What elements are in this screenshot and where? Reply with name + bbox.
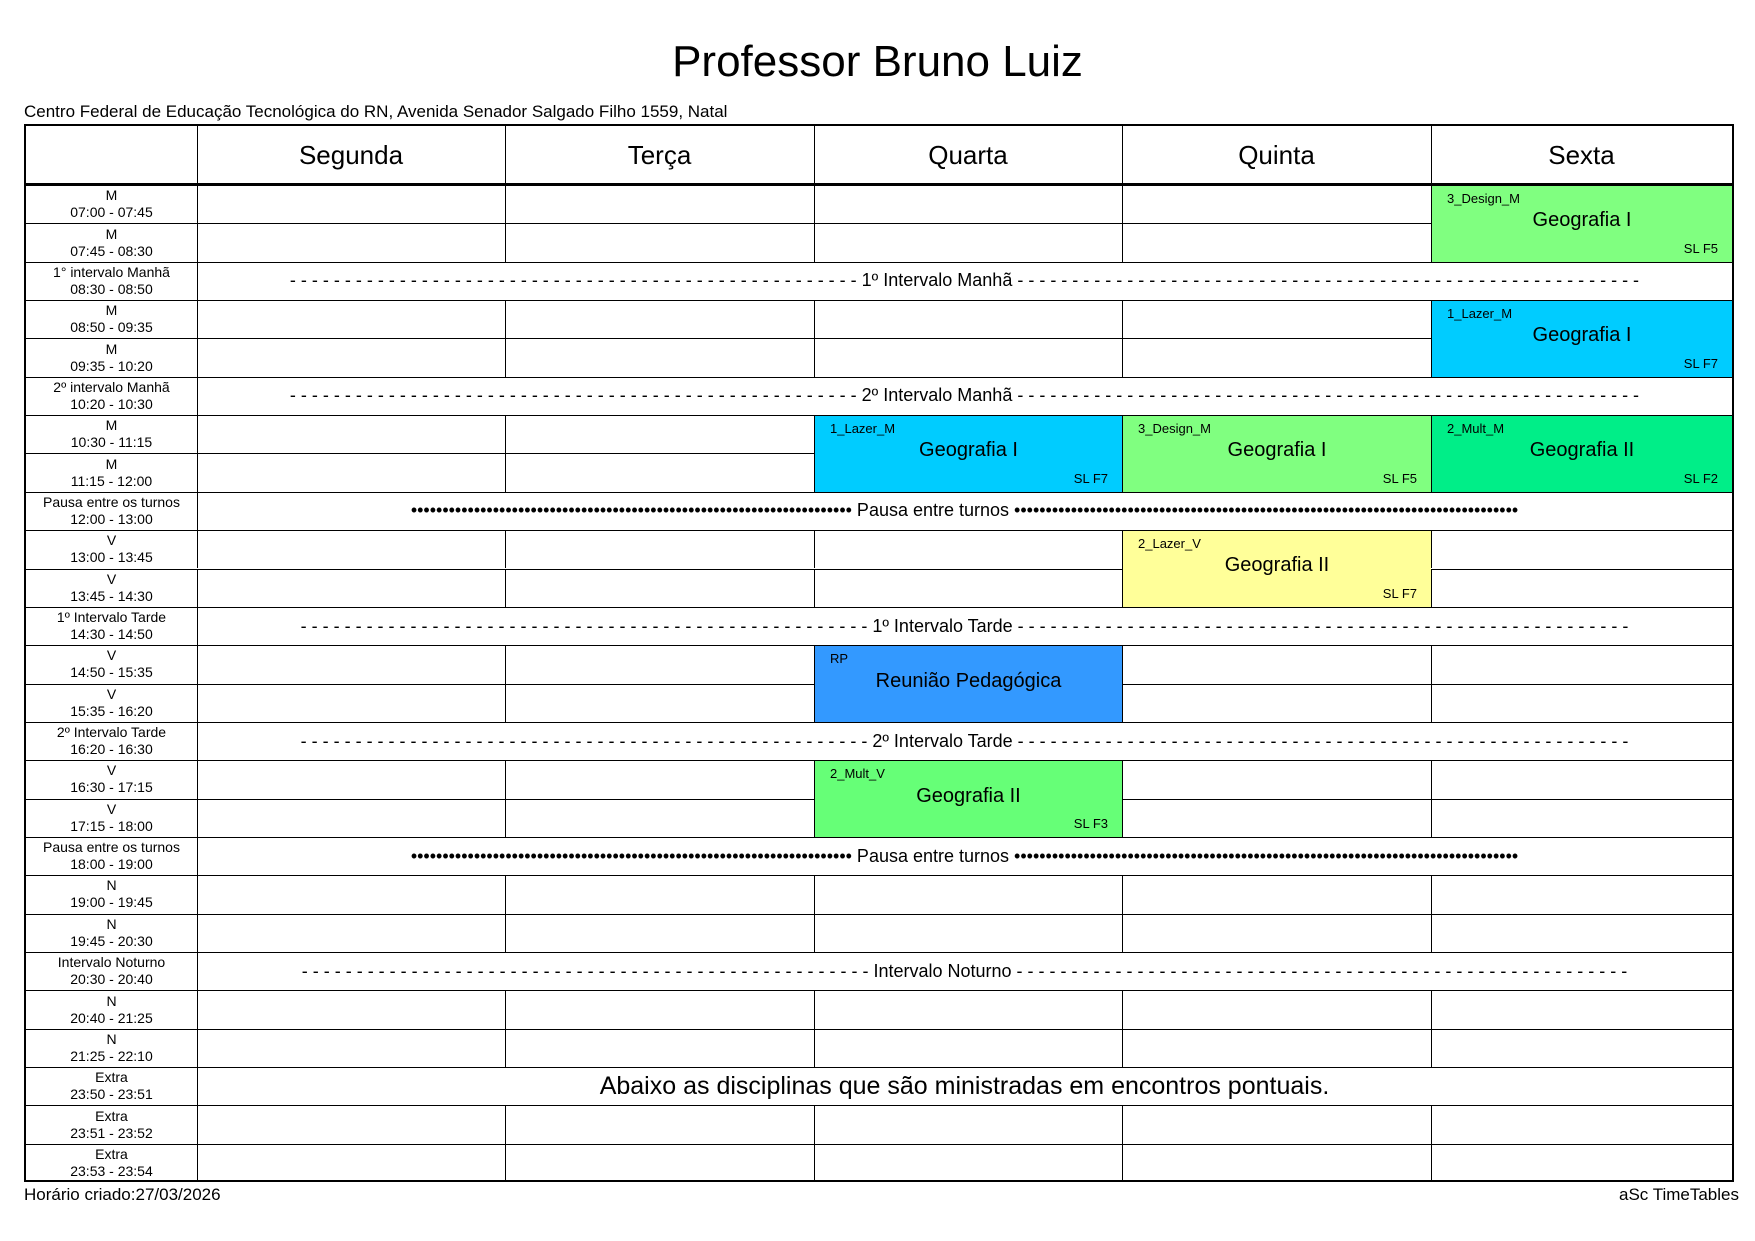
grid-line	[197, 453, 198, 491]
period-time: 17:15 - 18:00	[70, 817, 153, 834]
grid-line	[26, 1105, 1732, 1106]
grid-line	[1122, 338, 1123, 376]
grid-line	[26, 492, 1732, 493]
grid-line	[1122, 1144, 1123, 1182]
grid-line	[505, 914, 506, 952]
period-time: 16:20 - 16:30	[70, 741, 153, 758]
grid-line	[505, 875, 506, 913]
time-label	[26, 722, 197, 760]
grid-line	[197, 645, 198, 683]
time-label	[26, 185, 197, 223]
grid-line	[505, 530, 506, 568]
grid-line	[197, 1105, 198, 1143]
period-label: 1º Intervalo Tarde	[56, 609, 167, 626]
grid-line	[26, 990, 1732, 991]
grid-line	[814, 569, 815, 607]
period-time: 21:25 - 22:10	[70, 1047, 153, 1064]
time-label	[26, 914, 197, 952]
lesson-group: 1_Lazer_M	[830, 421, 896, 437]
lesson-subject: Geografia I	[1532, 324, 1632, 347]
period-time: 14:50 - 15:35	[70, 664, 153, 681]
time-label	[26, 952, 197, 990]
lesson-group: 3_Design_M	[1447, 191, 1520, 206]
time-label	[26, 799, 197, 837]
grid-line	[1431, 415, 1432, 492]
grid-line	[814, 990, 815, 1028]
period-time: 19:00 - 19:45	[70, 894, 153, 911]
grid-line	[1122, 300, 1123, 338]
grid-line	[197, 952, 198, 990]
school-address: Centro Federal de Educação Tecnológica do RN, Avenida Senador Salgado Filho 1559, Natal	[24, 102, 728, 121]
grid-line	[26, 569, 1732, 570]
time-label	[26, 760, 197, 798]
grid-line	[1431, 569, 1432, 607]
time-label	[26, 1067, 197, 1105]
grid-line	[197, 990, 198, 1028]
lesson-card[interactable]	[1432, 301, 1732, 377]
period-label: M	[105, 455, 118, 472]
grid-line	[197, 684, 198, 722]
grid-line	[1431, 875, 1432, 913]
grid-line	[197, 338, 198, 376]
grid-line	[26, 262, 1732, 263]
grid-line	[505, 338, 506, 376]
period-time: 15:35 - 16:20	[70, 702, 153, 719]
period-time: 10:20 - 10:30	[70, 395, 153, 412]
grid-line	[197, 415, 198, 453]
period-label: V	[106, 762, 117, 779]
time-label	[26, 338, 197, 376]
software-credit: aSc TimeTables	[1619, 1185, 1739, 1204]
grid-line	[26, 837, 1732, 838]
lesson-group: 2_Mult_M	[1447, 421, 1505, 437]
lesson-room: SL F3	[1073, 815, 1108, 831]
grid-line	[505, 569, 506, 607]
grid-line	[26, 1067, 1732, 1068]
lesson-subject: Geografia II	[1529, 439, 1635, 462]
period-label: M	[105, 225, 118, 242]
grid-line	[1122, 1105, 1123, 1143]
grid-line	[814, 185, 815, 223]
grid-line	[197, 1067, 198, 1105]
grid-line	[197, 569, 198, 607]
grid-line	[814, 875, 815, 913]
grid-line	[26, 607, 1732, 608]
grid-line	[1122, 415, 1123, 492]
time-label	[26, 1029, 197, 1067]
lesson-card[interactable]	[815, 416, 1122, 492]
period-label: M	[105, 417, 118, 434]
grid-line	[197, 492, 198, 530]
grid-line	[197, 185, 198, 223]
grid-line	[197, 760, 198, 798]
grid-line	[26, 377, 1732, 378]
lesson-group: 2_Lazer_V	[1138, 536, 1201, 552]
grid-line	[1122, 760, 1123, 798]
grid-line	[1122, 1029, 1123, 1067]
grid-line	[1122, 185, 1123, 223]
grid-line	[505, 760, 506, 798]
grid-line	[1122, 126, 1123, 185]
lesson-card[interactable]	[1123, 531, 1431, 607]
time-label	[26, 875, 197, 913]
grid-line	[814, 126, 815, 185]
break-row: •••••••••••••••••••••••••••••••••••••••••••••••••••••••••••••••••••••• Pausa entre turnos ••••••••••••••••••••••••••••••••••••••••••••••••••••••••••••••••••••••••••••••••	[410, 845, 1519, 866]
grid-line	[26, 1144, 1732, 1145]
period-time: 10:30 - 11:15	[70, 434, 153, 451]
period-time: 19:45 - 20:30	[70, 932, 153, 949]
period-time: 07:45 - 08:30	[70, 242, 153, 259]
period-time: 23:50 - 23:51	[70, 1086, 153, 1103]
grid-line	[197, 300, 198, 338]
period-time: 11:15 - 12:00	[70, 472, 153, 489]
lesson-room: SL F5	[1683, 240, 1718, 256]
grid-line	[26, 875, 1732, 876]
grid-line	[814, 645, 815, 722]
grid-line	[505, 453, 506, 491]
break-row: •••••••••••••••••••••••••••••••••••••••••••••••••••••••••••••••••••••• Pausa entre turnos ••••••••••••••••••••••••••••••••••••••••••••••••••••••••••••••••••••••••••••••••	[410, 500, 1519, 521]
time-label	[26, 262, 197, 300]
grid-line	[1431, 684, 1432, 722]
period-time: 20:40 - 21:25	[70, 1009, 153, 1026]
grid-line	[1122, 914, 1123, 952]
grid-line	[505, 684, 506, 722]
grid-line	[814, 1105, 815, 1143]
period-label: Pausa entre os turnos	[43, 493, 180, 510]
grid-line	[26, 914, 1732, 915]
period-label: N	[106, 1030, 117, 1047]
grid-line	[814, 300, 815, 338]
period-label: V	[106, 532, 117, 549]
grid-line	[1431, 126, 1432, 185]
lesson-card[interactable]	[1123, 416, 1431, 492]
time-label	[26, 837, 197, 875]
grid-line	[505, 799, 506, 837]
lesson-subject: Geografia I	[919, 439, 1018, 462]
lesson-subject: Geografia I	[1227, 439, 1327, 462]
grid-line	[26, 952, 1732, 953]
day-header-segunda: Segunda	[298, 140, 404, 170]
grid-line	[197, 837, 198, 875]
period-label: 2º intervalo Manhã	[53, 378, 170, 395]
period-time: 09:35 - 10:20	[70, 357, 153, 374]
lesson-room: SL F2	[1683, 470, 1718, 486]
lesson-room: SL F7	[1073, 470, 1108, 486]
grid-line	[197, 223, 198, 261]
grid-line	[1431, 1105, 1432, 1143]
grid-line	[26, 722, 1732, 723]
grid-line	[1122, 530, 1123, 607]
lesson-room: SL F7	[1683, 355, 1718, 371]
break-row: - - - - - - - - - - - - - - - - - - - - - - - - - - - - - - - - - - - - - - - - - - - - - - - - - - - - 2º Intervalo Tarde - - - - - - - - - - - - - - - - - - - - - - - - - - - - - - - - - - - - - - - - - - - - - - - - - - - - - - - -	[300, 730, 1629, 751]
lesson-subject: Geografia I	[1532, 209, 1632, 232]
time-label	[26, 1144, 197, 1182]
period-time: 13:00 - 13:45	[70, 549, 153, 566]
grid-line	[814, 530, 815, 568]
period-time: 08:30 - 08:50	[70, 280, 153, 297]
grid-line	[26, 1029, 1732, 1030]
period-label: Pausa entre os turnos	[43, 839, 180, 856]
grid-line	[814, 760, 815, 837]
time-label	[26, 300, 197, 338]
grid-line	[197, 914, 198, 952]
period-time: 08:50 - 09:35	[70, 319, 153, 336]
grid-line	[1122, 990, 1123, 1028]
time-label	[26, 223, 197, 261]
time-label	[26, 453, 197, 491]
lesson-group: RP	[830, 651, 849, 667]
grid-line	[1431, 1029, 1432, 1067]
break-row: - - - - - - - - - - - - - - - - - - - - - - - - - - - - - - - - - - - - - - - - - - - - - - - - - - - - 2º Intervalo Manhã - - - - - - - - - - - - - - - - - - - - - - - - - - - - - - - - - - - - - - - - - - - - - - - - - - - - - - - - -	[289, 385, 1640, 406]
grid-line	[814, 415, 815, 492]
grid-line	[1431, 990, 1432, 1028]
lesson-group: 1_Lazer_M	[1447, 306, 1513, 322]
period-label: M	[105, 340, 118, 357]
period-label: Extra	[95, 1107, 128, 1124]
break-row: - - - - - - - - - - - - - - - - - - - - - - - - - - - - - - - - - - - - - - - - - - - - - - - - - - - - 1º Intervalo Manhã - - - - - - - - - - - - - - - - - - - - - - - - - - - - - - - - - - - - - - - - - - - - - - - - - - - - - - - - -	[289, 270, 1640, 291]
grid-line	[197, 875, 198, 913]
grid-line	[1431, 530, 1432, 568]
lesson-card[interactable]	[1432, 416, 1732, 492]
period-label: Extra	[95, 1069, 128, 1086]
grid-line	[1122, 875, 1123, 913]
period-time: 14:30 - 14:50	[70, 626, 153, 643]
time-label	[26, 607, 197, 645]
grid-line	[197, 377, 198, 415]
grid-line	[1122, 645, 1123, 683]
lesson-subject: Reunião Pedagógica	[875, 669, 1062, 692]
period-label: M	[105, 302, 118, 319]
lesson-subject: Geografia II	[916, 784, 1021, 807]
time-label	[26, 645, 197, 683]
period-label: Extra	[95, 1145, 128, 1162]
period-label: N	[106, 915, 117, 932]
period-label: N	[106, 992, 117, 1009]
grid-line	[505, 223, 506, 261]
grid-line	[1431, 760, 1432, 798]
lesson-card[interactable]	[1432, 186, 1732, 262]
period-time: 23:53 - 23:54	[70, 1162, 153, 1179]
grid-line	[814, 338, 815, 376]
grid-line	[505, 645, 506, 683]
period-time: 13:45 - 14:30	[70, 587, 153, 604]
period-time: 07:00 - 07:45	[70, 204, 153, 221]
lesson-room: SL F5	[1382, 470, 1417, 486]
lesson-subject: Geografia II	[1224, 554, 1330, 577]
created-date: Horário criado:27/03/2026	[24, 1185, 221, 1204]
period-time: 18:00 - 19:00	[70, 856, 153, 873]
lesson-group: 2_Mult_V	[830, 766, 885, 782]
grid-line	[197, 607, 198, 645]
lesson-room: SL F7	[1382, 585, 1417, 601]
grid-line	[1431, 799, 1432, 837]
grid-line	[197, 1144, 198, 1182]
break-row: - - - - - - - - - - - - - - - - - - - - - - - - - - - - - - - - - - - - - - - - - - - - - - - - - - - - Intervalo Noturno - - - - - - - - - - - - - - - - - - - - - - - - - - - - - - - - - - - - - - - - - - - - - - - - - - - - - - - -	[301, 960, 1628, 981]
grid-line	[505, 1144, 506, 1182]
grid-line	[1122, 684, 1123, 722]
extra-note: Abaixo as disciplinas que são ministradas em encontros pontuais.	[599, 1071, 1330, 1100]
day-header-quinta: Quinta	[1238, 140, 1315, 170]
day-header-quarta: Quarta	[928, 140, 1008, 170]
lesson-card[interactable]	[815, 761, 1122, 837]
grid-line	[197, 262, 198, 300]
grid-line	[505, 1105, 506, 1143]
period-label: 2º Intervalo Tarde	[56, 724, 167, 741]
grid-line	[197, 722, 198, 760]
grid-line	[505, 1029, 506, 1067]
grid-line	[814, 1144, 815, 1182]
grid-line	[1431, 300, 1432, 377]
grid-line	[814, 223, 815, 261]
time-label	[26, 530, 197, 568]
grid-line	[197, 1029, 198, 1067]
grid-line	[505, 126, 506, 185]
day-header-sexta: Sexta	[1548, 140, 1615, 170]
period-label: V	[106, 800, 117, 817]
grid-line	[814, 914, 815, 952]
time-label	[26, 684, 197, 722]
grid-line	[1431, 185, 1432, 262]
period-label: V	[106, 570, 117, 587]
page-title: Professor Bruno Luiz	[672, 37, 1083, 86]
period-time: 23:51 - 23:52	[70, 1124, 153, 1141]
period-label: Intervalo Noturno	[57, 954, 166, 971]
day-header-terça: Terça	[627, 140, 692, 170]
time-label	[26, 569, 197, 607]
grid-line	[505, 185, 506, 223]
time-label	[26, 1105, 197, 1143]
grid-line	[505, 990, 506, 1028]
grid-line	[1122, 799, 1123, 837]
grid-line	[26, 530, 1732, 531]
period-time: 16:30 - 17:15	[70, 779, 153, 796]
period-time: 20:30 - 20:40	[70, 971, 153, 988]
time-label	[26, 377, 197, 415]
grid-line	[197, 126, 198, 185]
period-label: M	[105, 187, 118, 204]
break-row: - - - - - - - - - - - - - - - - - - - - - - - - - - - - - - - - - - - - - - - - - - - - - - - - - - - - 1º Intervalo Tarde - - - - - - - - - - - - - - - - - - - - - - - - - - - - - - - - - - - - - - - - - - - - - - - - - - - - - - - -	[300, 615, 1629, 636]
grid-line	[197, 530, 198, 568]
period-label: V	[106, 685, 117, 702]
lesson-card[interactable]	[815, 646, 1122, 722]
grid-line	[1431, 645, 1432, 683]
period-label: N	[106, 877, 117, 894]
time-label	[26, 990, 197, 1028]
time-label	[26, 492, 197, 530]
grid-line	[505, 300, 506, 338]
period-time: 12:00 - 13:00	[70, 510, 153, 527]
period-label: V	[106, 647, 117, 664]
grid-line	[505, 415, 506, 453]
lesson-group: 3_Design_M	[1138, 421, 1211, 437]
grid-line	[814, 1029, 815, 1067]
grid-line	[1431, 914, 1432, 952]
grid-line	[197, 799, 198, 837]
timetable-grid	[24, 124, 1734, 1182]
grid-line	[1122, 223, 1123, 261]
time-label	[26, 415, 197, 453]
period-label: 1° intervalo Manhã	[53, 263, 170, 280]
grid-line	[1431, 1144, 1432, 1182]
